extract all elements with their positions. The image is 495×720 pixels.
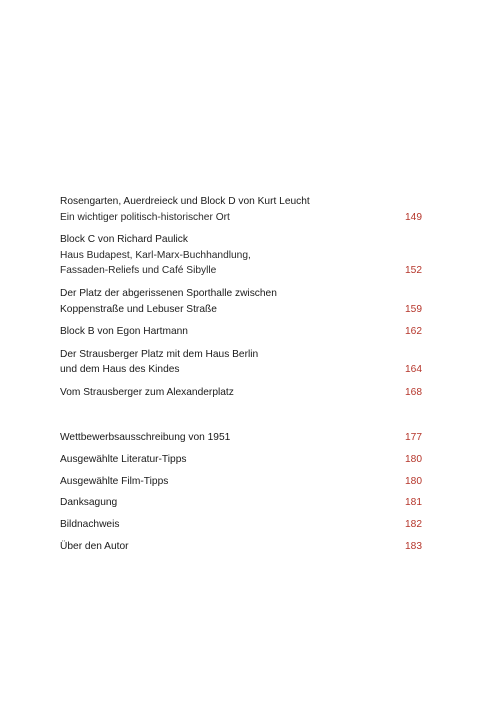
toc-entry-title: Bildnachweis [60, 519, 120, 531]
toc-entry-wettbewerb[interactable] [60, 430, 422, 446]
toc-entry-film-tipps[interactable] [60, 474, 422, 490]
toc-entry-title: Block B von Egon Hartmann [60, 326, 188, 338]
toc-page-number: 159 [405, 303, 422, 315]
toc-entry-strausberger-platz[interactable] [60, 347, 422, 378]
toc-entry-block-b[interactable] [60, 324, 422, 340]
toc-page-number: 181 [405, 497, 422, 509]
toc-entry-title: Rosengarten, Auerdreieck und Block D von Kurt Leucht [60, 196, 310, 207]
toc-entry-title: Danksagung [60, 497, 118, 509]
toc-entry-alexanderplatz[interactable] [60, 385, 422, 401]
toc-entry-rosengarten[interactable] [60, 194, 422, 225]
toc-entry-title: Der Platz der abgerissenen Sporthalle zwischen [60, 287, 277, 299]
toc-entry-title: Ausgewählte Literatur-Tipps [60, 453, 187, 465]
toc-entry-title-cont: Koppenstraße und Lebuser Straße [60, 303, 217, 315]
toc-entry-subtitle: Ein wichtiger politisch-historischer Ort [60, 211, 230, 223]
toc-page-number: 152 [405, 265, 422, 277]
toc-entry-title: Block C von Richard Paulick [60, 234, 188, 246]
toc-page-number: 177 [405, 431, 422, 443]
toc-entry-title: Vom Strausberger zum Alexanderplatz [60, 386, 234, 398]
toc-page-number: 180 [405, 475, 422, 487]
toc-entry-title-cont: und dem Haus des Kindes [60, 364, 180, 376]
toc-entry-subtitle: Fassaden-Reliefs und Café Sibylle [60, 265, 217, 277]
toc-page-number: 162 [405, 326, 422, 338]
toc-page-number: 183 [405, 541, 422, 553]
toc-entry-title: Der Strausberger Platz mit dem Haus Berlin [60, 348, 259, 360]
toc-entry-block-c[interactable] [60, 232, 422, 279]
toc-page-number: 182 [405, 519, 422, 531]
toc-entry-bildnachweis[interactable] [60, 517, 422, 533]
toc-entry-title: Ausgewählte Film-Tipps [60, 475, 169, 487]
toc-entry-subtitle: Haus Budapest, Karl-Marx-Buchhandlung, [60, 249, 251, 261]
toc-entry-literatur-tipps[interactable] [60, 452, 422, 468]
toc-entry-title: Wettbewerbsausschreibung von 1951 [60, 431, 231, 443]
toc-entry-sporthalle[interactable] [60, 286, 422, 317]
toc-page-number: 180 [405, 453, 422, 465]
table-of-contents [60, 194, 422, 555]
toc-entry-ueber-den-autor[interactable] [60, 539, 422, 555]
toc-entry-title: Über den Autor [60, 541, 129, 553]
toc-entry-danksagung[interactable] [60, 495, 422, 511]
toc-page-number: 149 [405, 211, 422, 223]
toc-page-number: 168 [405, 386, 422, 398]
toc-page-number: 164 [405, 364, 422, 376]
